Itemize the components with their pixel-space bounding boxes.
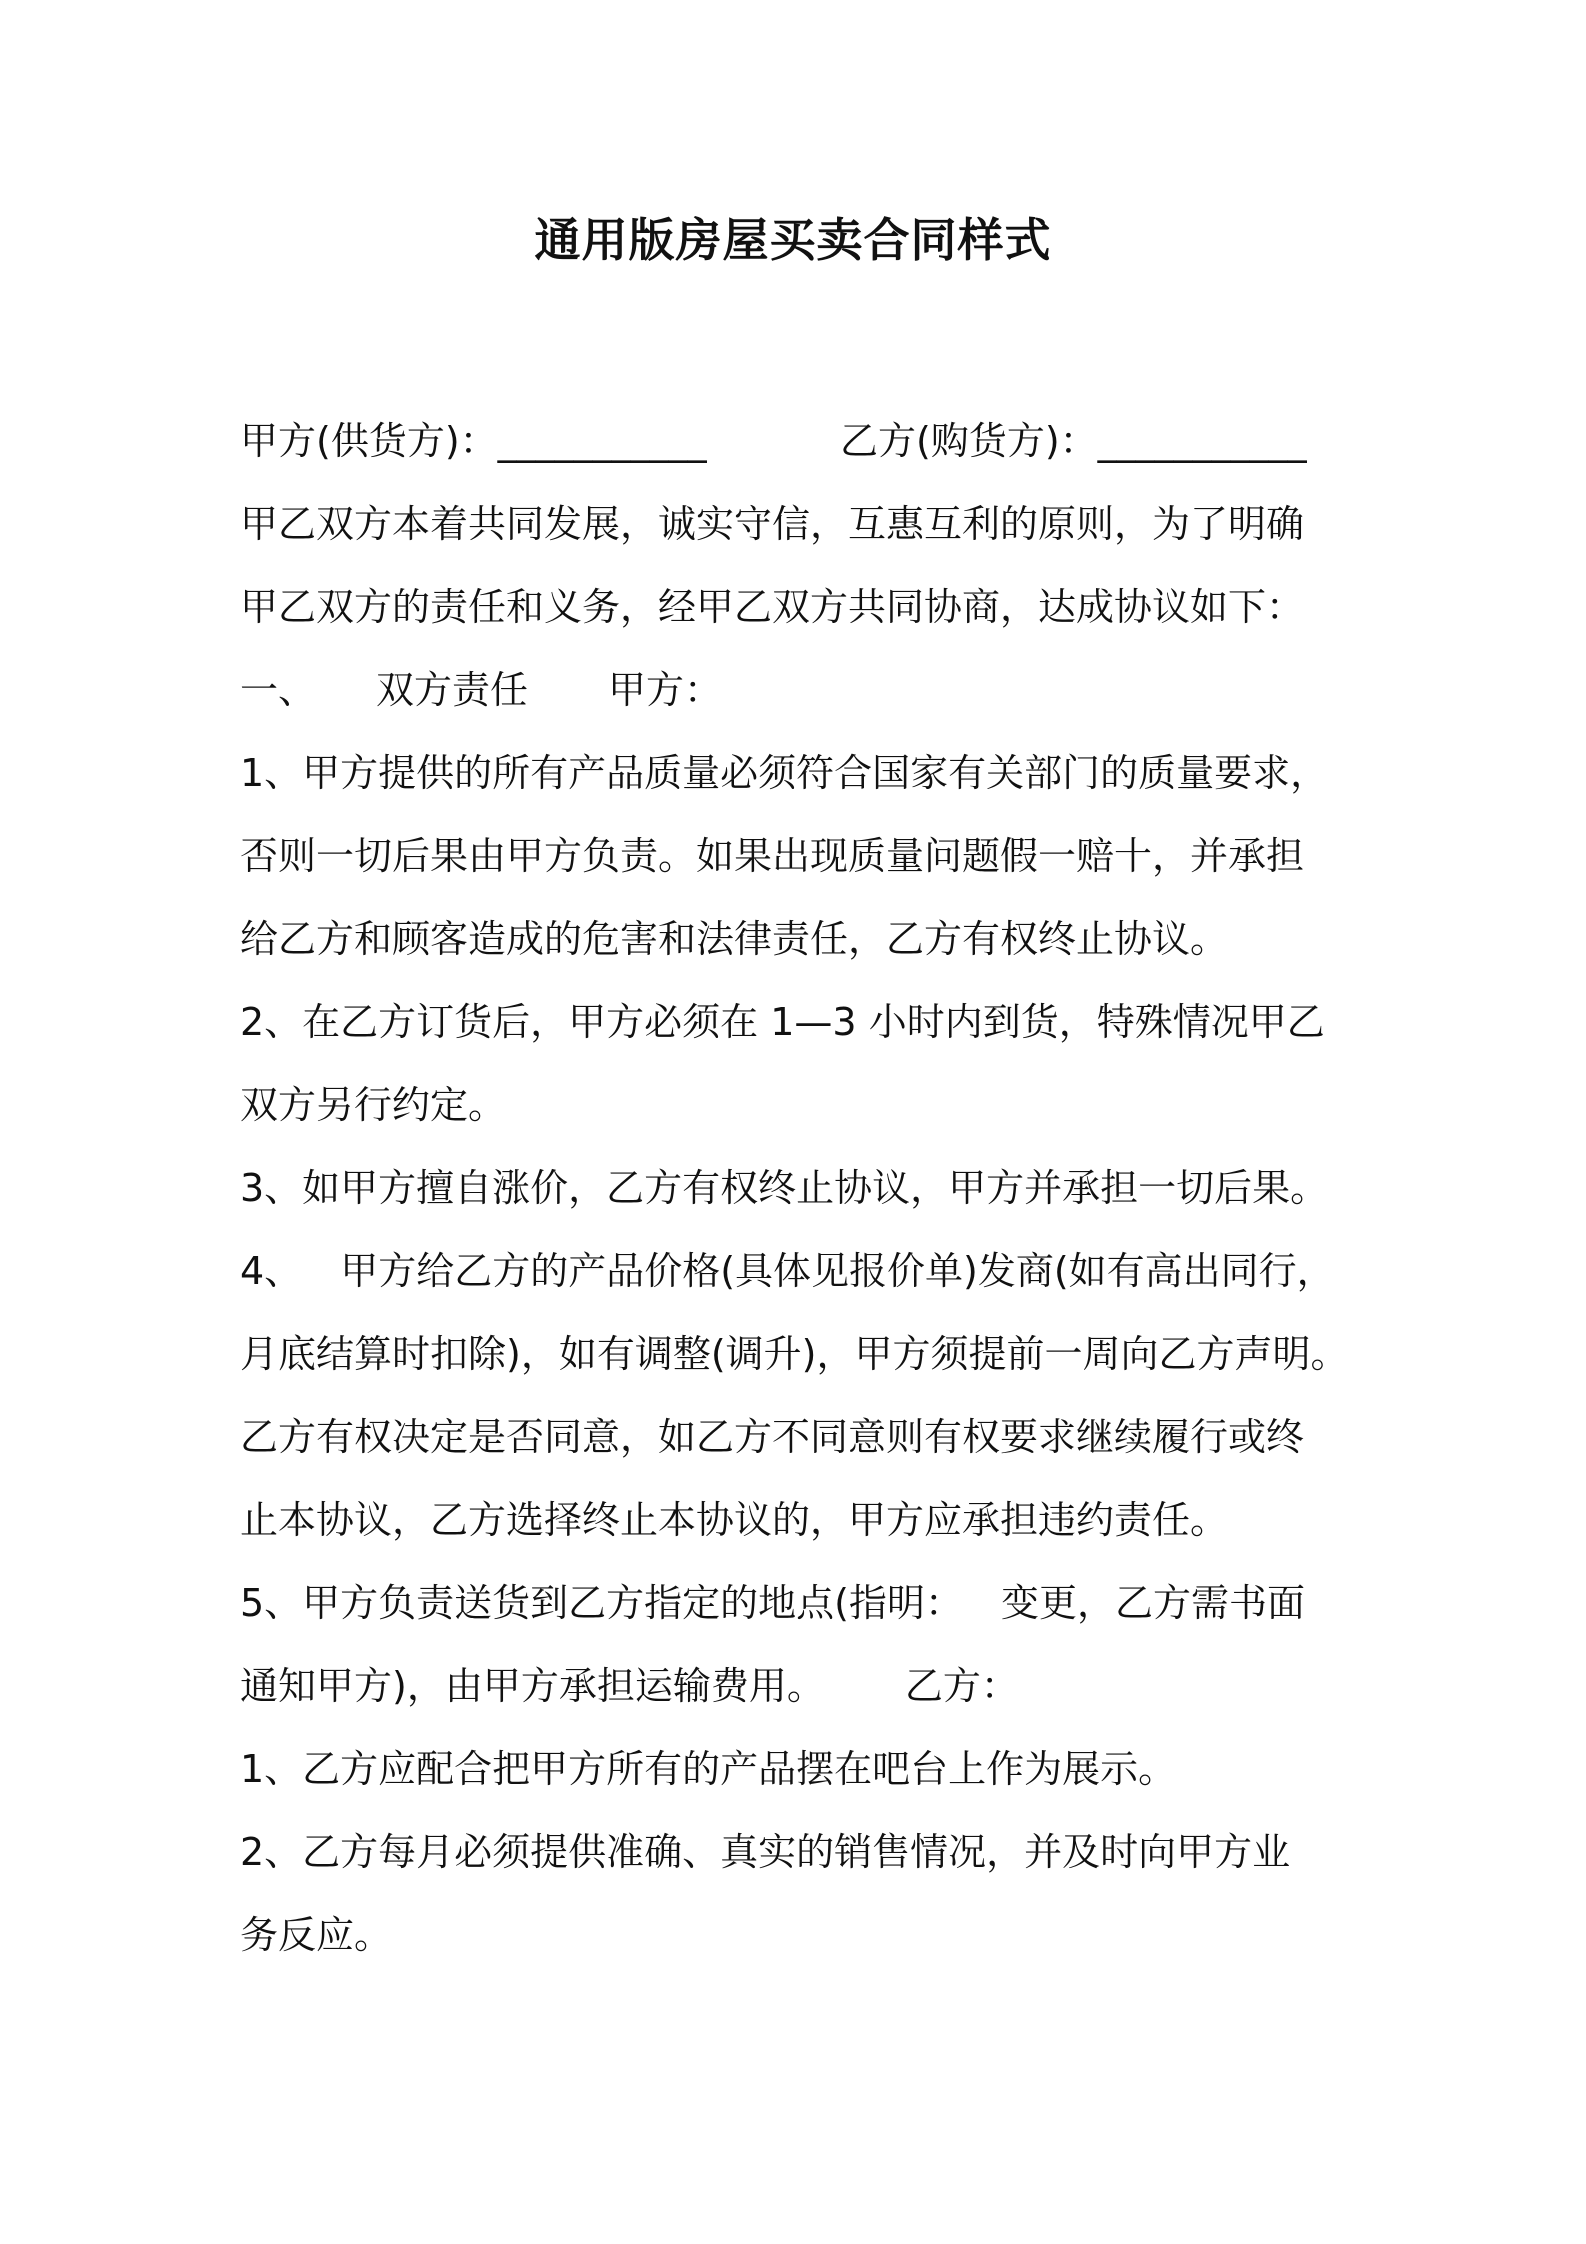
clause-a5-line-2-text: 通知甲方)，由甲方承担运输费用。 xyxy=(240,1664,825,1708)
clause-b2-line-1: 2、乙方每月必须提供准确、真实的销售情况，并及时向甲方业 xyxy=(240,1830,1291,1874)
clause-a2-line-1: 2、在乙方订货后，甲方必须在 1—3 小时内到货，特殊情况甲乙 xyxy=(240,1000,1325,1044)
clause-a4-number: 4、 xyxy=(240,1249,303,1293)
clause-a5-part-1: 5、甲方负责送货到乙方指定的地点(指明： xyxy=(240,1581,964,1625)
clause-a3-line-1: 3、如甲方擅自涨价，乙方有权终止协议，甲方并承担一切后果。 xyxy=(240,1166,1329,1210)
clause-a4-text: 甲方给乙方的产品价格(具体见报价单)发商(如有高出同行， xyxy=(340,1249,1335,1293)
document-body xyxy=(240,400,1370,1977)
clause-a5-part-2: 变更，乙方需书面 xyxy=(1001,1581,1306,1625)
clause-a4-line-3: 乙方有权决定是否同意，如乙方不同意则有权要求继续履行或终 xyxy=(240,1415,1305,1459)
party-a-heading: 甲方： xyxy=(608,668,723,712)
party-a-label: 甲方(供货方)： xyxy=(240,419,498,463)
clause-a5-line-1 xyxy=(240,1562,1370,1645)
clause-b1-line-1: 1、乙方应配合把甲方所有的产品摆在吧台上作为展示。 xyxy=(240,1747,1177,1791)
section-number: 一、 xyxy=(240,668,317,712)
parties-line xyxy=(240,400,1370,483)
clause-a4-line-2: 月底结算时扣除)，如有调整(调升)，甲方须提前一周向乙方声明。 xyxy=(240,1332,1349,1376)
party-b-field xyxy=(840,400,1307,483)
clause-b2-line-2: 务反应。 xyxy=(240,1913,393,1957)
party-b-label: 乙方(购货方)： xyxy=(840,419,1098,463)
clause-a4-line-1 xyxy=(240,1230,1370,1313)
section-heading xyxy=(240,649,1370,732)
party-b-heading: 乙方： xyxy=(904,1664,1019,1708)
party-a-field xyxy=(240,400,840,483)
party-b-blank: ___________ xyxy=(1097,419,1307,463)
party-a-blank: ___________ xyxy=(497,419,707,463)
preamble-line-2: 甲乙双方的责任和义务，经甲乙双方共同协商，达成协议如下： xyxy=(240,585,1305,629)
clause-a2-line-2: 双方另行约定。 xyxy=(240,1083,507,1127)
preamble-line-1: 甲乙双方本着共同发展，诚实守信，互惠互利的原则，为了明确 xyxy=(240,502,1305,546)
document-title: 通用版房屋买卖合同样式 xyxy=(534,213,1052,267)
clause-a1-line-2: 否则一切后果由甲方负责。如果出现质量问题假一赔十，并承担 xyxy=(240,834,1305,878)
section-title: 双方责任 xyxy=(376,668,529,712)
clause-a1-line-1: 1、甲方提供的所有产品质量必须符合国家有关部门的质量要求， xyxy=(240,751,1329,795)
clause-a4-line-4: 止本协议，乙方选择终止本协议的，甲方应承担违约责任。 xyxy=(240,1498,1229,1542)
clause-a1-line-3: 给乙方和顾客造成的危害和法律责任，乙方有权终止协议。 xyxy=(240,917,1229,961)
clause-a5-line-2 xyxy=(240,1645,1370,1728)
